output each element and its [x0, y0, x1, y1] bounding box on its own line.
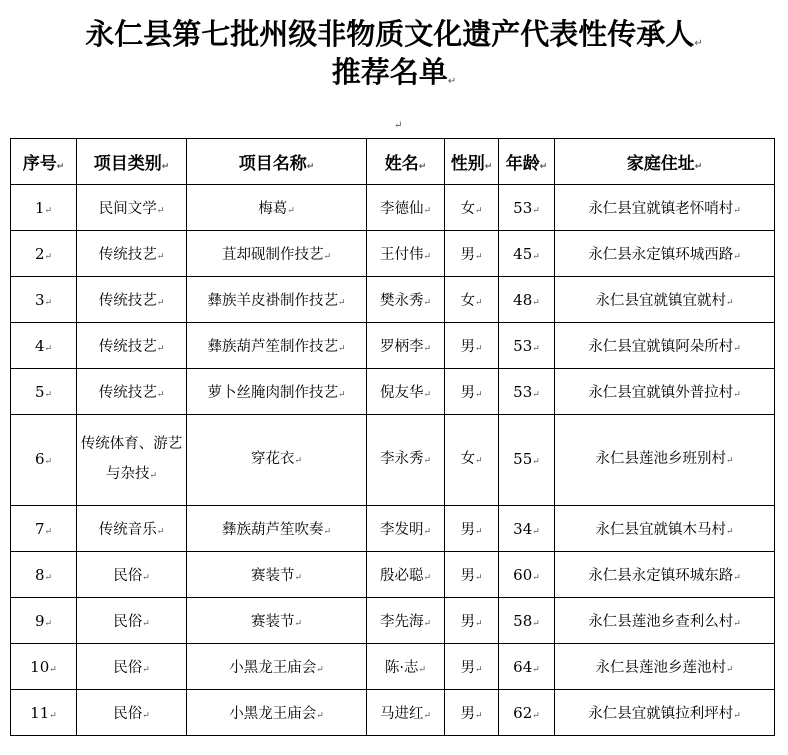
cell-age: 34↵ [499, 506, 555, 552]
cell-address: 永仁县宜就镇外普拉村↵ [555, 369, 775, 415]
cell-address: 永仁县莲池乡班别村↵ [555, 415, 775, 506]
cell-address: 永仁县宜就镇木马村↵ [555, 506, 775, 552]
cell-gender: 女↵ [445, 415, 499, 506]
table-row [11, 690, 775, 736]
cell-name: 李永秀↵ [367, 415, 445, 506]
column-header-project: 项目名称↵ [187, 139, 367, 185]
nominee-table [10, 138, 775, 736]
cell-no: 1↵ [11, 185, 77, 231]
table-row [11, 506, 775, 552]
cell-project: 彝族羊皮褂制作技艺↵ [187, 277, 367, 323]
table-row [11, 231, 775, 277]
table-row [11, 369, 775, 415]
cell-address: 永仁县宜就镇宜就村↵ [555, 277, 775, 323]
cell-no: 4↵ [11, 323, 77, 369]
cell-age: 62↵ [499, 690, 555, 736]
document-title-line-1: 永仁县第七批州级非物质文化遗产代表性传承人 [85, 17, 695, 51]
cell-category: 民俗↵ [77, 598, 187, 644]
cell-project: 梅葛↵ [187, 185, 367, 231]
cell-age: 58↵ [499, 598, 555, 644]
cell-project: 苴却砚制作技艺↵ [187, 231, 367, 277]
cell-category: 传统音乐↵ [77, 506, 187, 552]
cell-name: 倪友华↵ [367, 369, 445, 415]
column-header-address: 家庭住址↵ [555, 139, 775, 185]
table-row [11, 644, 775, 690]
table-row [11, 277, 775, 323]
cell-name: 罗柄李↵ [367, 323, 445, 369]
cell-no: 6↵ [11, 415, 77, 506]
cell-no: 10↵ [11, 644, 77, 690]
cell-gender: 男↵ [445, 231, 499, 277]
cell-gender: 男↵ [445, 598, 499, 644]
cell-address: 永仁县莲池乡莲池村↵ [555, 644, 775, 690]
cell-address: 永仁县宜就镇阿朵所村↵ [555, 323, 775, 369]
document-subtitle [0, 55, 788, 89]
column-header-name: 姓名↵ [367, 139, 445, 185]
cell-name: 殷必聪↵ [367, 552, 445, 598]
cell-address: 永仁县莲池乡查利么村↵ [555, 598, 775, 644]
cell-age: 53↵ [499, 323, 555, 369]
cell-gender: 男↵ [445, 690, 499, 736]
cell-age: 64↵ [499, 644, 555, 690]
cell-name: 王付伟↵ [367, 231, 445, 277]
cell-project: 穿花衣↵ [187, 415, 367, 506]
paragraph-mark-icon: ↵ [394, 120, 403, 131]
cell-project: 小黑龙王庙会↵ [187, 690, 367, 736]
cell-age: 60↵ [499, 552, 555, 598]
column-header-age: 年龄↵ [499, 139, 555, 185]
cell-address: 永仁县宜就镇老怀哨村↵ [555, 185, 775, 231]
cell-category: 民俗↵ [77, 552, 187, 598]
cell-name: 李德仙↵ [367, 185, 445, 231]
cell-address: 永仁县永定镇环城西路↵ [555, 231, 775, 277]
cell-name: 李先海↵ [367, 598, 445, 644]
table-row [11, 323, 775, 369]
cell-gender: 男↵ [445, 506, 499, 552]
cell-project: 彝族葫芦笙吹奏↵ [187, 506, 367, 552]
cell-age: 45↵ [499, 231, 555, 277]
column-header-gender: 性别↵ [445, 139, 499, 185]
paragraph-mark-icon: ↵ [447, 76, 457, 87]
cell-project: 赛装节↵ [187, 552, 367, 598]
cell-gender: 男↵ [445, 644, 499, 690]
cell-gender: 男↵ [445, 323, 499, 369]
cell-age: 53↵ [499, 185, 555, 231]
cell-gender: 男↵ [445, 552, 499, 598]
cell-gender: 男↵ [445, 369, 499, 415]
cell-no: 11↵ [11, 690, 77, 736]
cell-project: 赛装节↵ [187, 598, 367, 644]
document-title [0, 17, 788, 51]
table-row [11, 415, 775, 506]
cell-name: 陈·志↵ [367, 644, 445, 690]
cell-address: 永仁县宜就镇拉利坪村↵ [555, 690, 775, 736]
cell-category: 民俗↵ [77, 690, 187, 736]
cell-name: 樊永秀↵ [367, 277, 445, 323]
cell-project: 小黑龙王庙会↵ [187, 644, 367, 690]
column-header-category: 项目类别↵ [77, 139, 187, 185]
table-row [11, 598, 775, 644]
table-row [11, 552, 775, 598]
table-row [11, 185, 775, 231]
cell-category: 传统体育、游艺与杂技↵ [77, 415, 187, 506]
cell-no: 3↵ [11, 277, 77, 323]
cell-gender: 女↵ [445, 185, 499, 231]
cell-no: 8↵ [11, 552, 77, 598]
cell-name: 马进红↵ [367, 690, 445, 736]
cell-no: 2↵ [11, 231, 77, 277]
cell-project: 彝族葫芦笙制作技艺↵ [187, 323, 367, 369]
cell-age: 48↵ [499, 277, 555, 323]
cell-no: 5↵ [11, 369, 77, 415]
cell-project: 萝卜丝腌肉制作技艺↵ [187, 369, 367, 415]
cell-category: 民俗↵ [77, 644, 187, 690]
cell-no: 7↵ [11, 506, 77, 552]
cell-name: 李发明↵ [367, 506, 445, 552]
cell-gender: 女↵ [445, 277, 499, 323]
cell-no: 9↵ [11, 598, 77, 644]
cell-category: 传统技艺↵ [77, 369, 187, 415]
cell-category: 传统技艺↵ [77, 231, 187, 277]
paragraph-mark-icon: ↵ [694, 38, 703, 49]
cell-age: 55↵ [499, 415, 555, 506]
cell-category: 传统技艺↵ [77, 277, 187, 323]
document-title-line-2: 推荐名单 [331, 55, 448, 89]
cell-age: 53↵ [499, 369, 555, 415]
column-header-no: 序号↵ [11, 139, 77, 185]
cell-address: 永仁县永定镇环城东路↵ [555, 552, 775, 598]
table-header-row [11, 139, 775, 185]
cell-category: 传统技艺↵ [77, 323, 187, 369]
cell-category: 民间文学↵ [77, 185, 187, 231]
